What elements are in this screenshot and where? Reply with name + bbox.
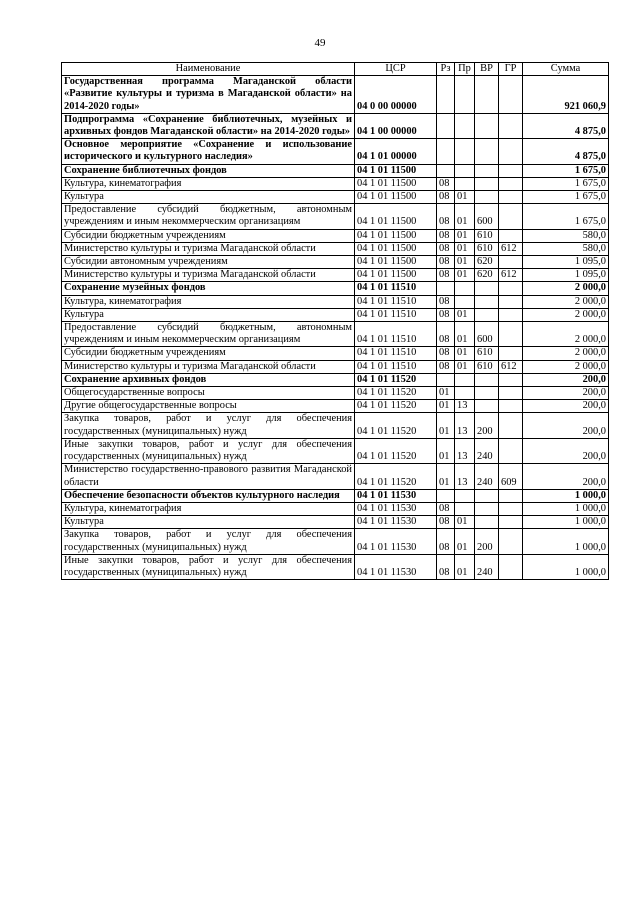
table-row	[62, 308, 609, 321]
row-name: Государственная программа Магаданской области «Развитие культуры и туризма в Магаданской области» на 2014-2020 годы»	[62, 76, 355, 114]
table-row	[62, 177, 609, 190]
table-row	[62, 529, 609, 554]
row-pr: 01	[455, 204, 475, 229]
row-csr: 04 1 01 11520	[355, 387, 437, 400]
row-rz: 08	[437, 269, 455, 282]
row-rz: 01	[437, 400, 455, 413]
row-pr: 01	[455, 269, 475, 282]
row-name: Министерство культуры и туризма Магаданской области	[62, 242, 355, 255]
row-rz: 01	[437, 413, 455, 438]
row-csr: 04 1 01 11500	[355, 242, 437, 255]
row-gr	[499, 191, 523, 204]
row-gr	[499, 373, 523, 386]
row-gr	[499, 400, 523, 413]
header-pr: Пр	[455, 63, 475, 76]
row-csr: 04 1 01 11520	[355, 438, 437, 463]
row-sum: 4 875,0	[523, 139, 609, 164]
row-sum: 921 060,9	[523, 76, 609, 114]
table-row	[62, 554, 609, 579]
row-gr	[499, 113, 523, 138]
row-gr	[499, 204, 523, 229]
budget-table	[61, 62, 609, 580]
row-pr	[455, 113, 475, 138]
row-name: Культура, кинематография	[62, 502, 355, 515]
table-row	[62, 164, 609, 177]
table-row	[62, 360, 609, 373]
row-gr	[499, 438, 523, 463]
table-row	[62, 269, 609, 282]
row-sum: 2 000,0	[523, 282, 609, 295]
row-csr: 04 1 01 11510	[355, 295, 437, 308]
row-sum: 1 000,0	[523, 502, 609, 515]
row-pr	[455, 177, 475, 190]
table-row	[62, 438, 609, 463]
row-name: Культура	[62, 516, 355, 529]
row-sum: 1 675,0	[523, 191, 609, 204]
table-row	[62, 516, 609, 529]
row-gr	[499, 177, 523, 190]
row-rz	[437, 139, 455, 164]
row-rz: 08	[437, 191, 455, 204]
row-vr: 240	[475, 438, 499, 463]
row-sum: 200,0	[523, 400, 609, 413]
row-pr: 01	[455, 229, 475, 242]
table-row	[62, 322, 609, 347]
row-gr	[499, 295, 523, 308]
row-rz: 08	[437, 554, 455, 579]
row-sum: 2 000,0	[523, 322, 609, 347]
row-name: Субсидии автономным учреждениям	[62, 256, 355, 269]
row-sum: 200,0	[523, 438, 609, 463]
row-sum: 2 000,0	[523, 360, 609, 373]
row-vr	[475, 502, 499, 515]
row-vr: 200	[475, 529, 499, 554]
row-name: Подпрограмма «Сохранение библиотечных, музейных и архивных фондов Магаданской области» на 2014-2020 годы»	[62, 113, 355, 138]
row-vr: 240	[475, 554, 499, 579]
row-vr: 610	[475, 229, 499, 242]
row-gr	[499, 76, 523, 114]
row-vr: 200	[475, 413, 499, 438]
row-csr: 04 1 01 11510	[355, 282, 437, 295]
row-rz	[437, 113, 455, 138]
page-number: 49	[314, 37, 326, 49]
row-gr	[499, 502, 523, 515]
table-row	[62, 373, 609, 386]
row-sum: 2 000,0	[523, 347, 609, 360]
row-vr	[475, 177, 499, 190]
row-csr: 04 0 00 00000	[355, 76, 437, 114]
row-name: Сохранение музейных фондов	[62, 282, 355, 295]
row-csr: 04 1 01 11500	[355, 177, 437, 190]
row-pr	[455, 489, 475, 502]
row-name: Общегосударственные вопросы	[62, 387, 355, 400]
row-gr	[499, 308, 523, 321]
row-vr	[475, 516, 499, 529]
row-pr	[455, 502, 475, 515]
row-gr	[499, 139, 523, 164]
row-vr: 600	[475, 204, 499, 229]
row-gr	[499, 164, 523, 177]
row-name: Культура	[62, 191, 355, 204]
table-row	[62, 256, 609, 269]
row-pr	[455, 387, 475, 400]
row-csr: 04 1 01 11520	[355, 464, 437, 489]
row-name: Закупка товаров, работ и услуг для обеспечения государственных (муниципальных) нужд	[62, 529, 355, 554]
row-gr	[499, 229, 523, 242]
row-pr: 13	[455, 413, 475, 438]
table-row	[62, 489, 609, 502]
row-pr	[455, 282, 475, 295]
table-row	[62, 282, 609, 295]
row-vr	[475, 191, 499, 204]
row-vr: 620	[475, 269, 499, 282]
row-csr: 04 1 01 11500	[355, 269, 437, 282]
row-vr	[475, 139, 499, 164]
row-rz: 01	[437, 464, 455, 489]
row-csr: 04 1 01 11500	[355, 191, 437, 204]
header-rz: Рз	[437, 63, 455, 76]
row-vr	[475, 113, 499, 138]
row-pr	[455, 76, 475, 114]
row-pr	[455, 139, 475, 164]
row-csr: 04 1 01 00000	[355, 139, 437, 164]
table-row	[62, 387, 609, 400]
row-rz: 08	[437, 502, 455, 515]
row-gr	[499, 387, 523, 400]
row-rz: 08	[437, 204, 455, 229]
row-vr: 610	[475, 242, 499, 255]
row-rz: 01	[437, 438, 455, 463]
row-name: Культура	[62, 308, 355, 321]
table-row	[62, 295, 609, 308]
row-csr: 04 1 01 11500	[355, 256, 437, 269]
row-vr	[475, 164, 499, 177]
row-vr	[475, 295, 499, 308]
row-sum: 200,0	[523, 413, 609, 438]
row-pr: 01	[455, 529, 475, 554]
row-pr: 01	[455, 360, 475, 373]
row-gr	[499, 516, 523, 529]
row-rz	[437, 489, 455, 502]
row-pr	[455, 164, 475, 177]
row-vr: 610	[475, 360, 499, 373]
row-name: Министерство культуры и туризма Магаданской области	[62, 269, 355, 282]
row-gr: 612	[499, 242, 523, 255]
row-sum: 200,0	[523, 464, 609, 489]
row-vr	[475, 489, 499, 502]
row-csr: 04 1 01 11520	[355, 373, 437, 386]
row-gr	[499, 322, 523, 347]
table-row	[62, 113, 609, 138]
row-name: Иные закупки товаров, работ и услуг для обеспечения государственных (муниципальных) нужд	[62, 438, 355, 463]
header-gr: ГР	[499, 63, 523, 76]
row-vr	[475, 282, 499, 295]
row-sum: 200,0	[523, 373, 609, 386]
row-vr	[475, 387, 499, 400]
row-sum: 1 000,0	[523, 554, 609, 579]
row-pr: 01	[455, 242, 475, 255]
row-name: Культура, кинематография	[62, 177, 355, 190]
table-row	[62, 76, 609, 114]
row-rz: 08	[437, 229, 455, 242]
row-vr: 620	[475, 256, 499, 269]
row-rz	[437, 164, 455, 177]
header-vr: ВР	[475, 63, 499, 76]
row-rz: 08	[437, 347, 455, 360]
row-name: Субсидии бюджетным учреждениям	[62, 229, 355, 242]
row-rz: 08	[437, 360, 455, 373]
row-rz: 01	[437, 387, 455, 400]
table-row	[62, 204, 609, 229]
row-pr: 13	[455, 464, 475, 489]
row-csr: 04 1 01 11520	[355, 400, 437, 413]
row-rz: 08	[437, 322, 455, 347]
row-sum: 580,0	[523, 242, 609, 255]
header-name: Наименование	[62, 63, 355, 76]
row-sum: 1 000,0	[523, 516, 609, 529]
row-vr: 240	[475, 464, 499, 489]
row-csr: 04 1 01 11510	[355, 322, 437, 347]
row-vr	[475, 308, 499, 321]
row-sum: 1 675,0	[523, 177, 609, 190]
row-rz	[437, 76, 455, 114]
table-header-row	[62, 63, 609, 76]
header-sum: Сумма	[523, 63, 609, 76]
row-csr: 04 1 01 11530	[355, 529, 437, 554]
table-row	[62, 502, 609, 515]
row-gr	[499, 282, 523, 295]
table-row	[62, 413, 609, 438]
row-vr	[475, 76, 499, 114]
row-sum: 1 675,0	[523, 204, 609, 229]
row-pr: 13	[455, 438, 475, 463]
row-name: Культура, кинематография	[62, 295, 355, 308]
row-pr	[455, 373, 475, 386]
row-csr: 04 1 01 11500	[355, 204, 437, 229]
table-row	[62, 191, 609, 204]
row-rz: 08	[437, 529, 455, 554]
row-rz	[437, 373, 455, 386]
row-sum: 2 000,0	[523, 295, 609, 308]
row-csr: 04 1 01 11530	[355, 554, 437, 579]
row-csr: 04 1 01 11500	[355, 229, 437, 242]
row-sum: 1 000,0	[523, 529, 609, 554]
row-pr: 13	[455, 400, 475, 413]
row-pr: 01	[455, 191, 475, 204]
row-name: Иные закупки товаров, работ и услуг для обеспечения государственных (муниципальных) нужд	[62, 554, 355, 579]
row-gr	[499, 347, 523, 360]
row-name: Сохранение архивных фондов	[62, 373, 355, 386]
row-sum: 1 095,0	[523, 269, 609, 282]
table-row	[62, 347, 609, 360]
table-row	[62, 139, 609, 164]
row-rz: 08	[437, 516, 455, 529]
row-rz	[437, 282, 455, 295]
row-gr	[499, 256, 523, 269]
row-name: Другие общегосударственные вопросы	[62, 400, 355, 413]
row-sum: 580,0	[523, 229, 609, 242]
row-rz: 08	[437, 295, 455, 308]
row-csr: 04 1 01 11530	[355, 502, 437, 515]
row-pr	[455, 295, 475, 308]
row-gr: 609	[499, 464, 523, 489]
table-row	[62, 229, 609, 242]
row-gr: 612	[499, 269, 523, 282]
table-row	[62, 464, 609, 489]
row-sum: 200,0	[523, 387, 609, 400]
row-name: Обеспечение безопасности объектов культурного наследия	[62, 489, 355, 502]
row-pr: 01	[455, 347, 475, 360]
row-name: Субсидии бюджетным учреждениям	[62, 347, 355, 360]
row-gr: 612	[499, 360, 523, 373]
row-pr: 01	[455, 256, 475, 269]
row-csr: 04 1 01 11510	[355, 360, 437, 373]
row-csr: 04 1 01 11510	[355, 308, 437, 321]
header-csr: ЦСР	[355, 63, 437, 76]
row-vr	[475, 400, 499, 413]
row-vr	[475, 373, 499, 386]
row-csr: 04 1 01 11510	[355, 347, 437, 360]
row-name: Предоставление субсидий бюджетным, автономным учреждениям и иным некоммерческим организациям	[62, 204, 355, 229]
row-rz: 08	[437, 308, 455, 321]
row-gr	[499, 413, 523, 438]
row-pr: 01	[455, 308, 475, 321]
row-name: Основное мероприятие «Сохранение и использование исторического и культурного наследия»	[62, 139, 355, 164]
row-csr: 04 1 01 11500	[355, 164, 437, 177]
table-row	[62, 400, 609, 413]
row-name: Министерство культуры и туризма Магаданской области	[62, 360, 355, 373]
row-sum: 1 095,0	[523, 256, 609, 269]
row-gr	[499, 489, 523, 502]
row-csr: 04 1 01 11530	[355, 489, 437, 502]
row-name: Сохранение библиотечных фондов	[62, 164, 355, 177]
row-gr	[499, 529, 523, 554]
row-name: Закупка товаров, работ и услуг для обеспечения государственных (муниципальных) нужд	[62, 413, 355, 438]
row-pr: 01	[455, 554, 475, 579]
row-sum: 4 875,0	[523, 113, 609, 138]
row-vr: 610	[475, 347, 499, 360]
row-rz: 08	[437, 177, 455, 190]
table-row	[62, 242, 609, 255]
row-rz: 08	[437, 256, 455, 269]
row-rz: 08	[437, 242, 455, 255]
row-csr: 04 1 01 11530	[355, 516, 437, 529]
row-sum: 2 000,0	[523, 308, 609, 321]
row-name: Предоставление субсидий бюджетным, автономным учреждениям и иным некоммерческим организациям	[62, 322, 355, 347]
row-name: Министерство государственно-правового развития Магаданской области	[62, 464, 355, 489]
row-sum: 1 675,0	[523, 164, 609, 177]
row-csr: 04 1 01 11520	[355, 413, 437, 438]
row-pr: 01	[455, 322, 475, 347]
row-pr: 01	[455, 516, 475, 529]
row-gr	[499, 554, 523, 579]
row-vr: 600	[475, 322, 499, 347]
row-sum: 1 000,0	[523, 489, 609, 502]
row-csr: 04 1 00 00000	[355, 113, 437, 138]
